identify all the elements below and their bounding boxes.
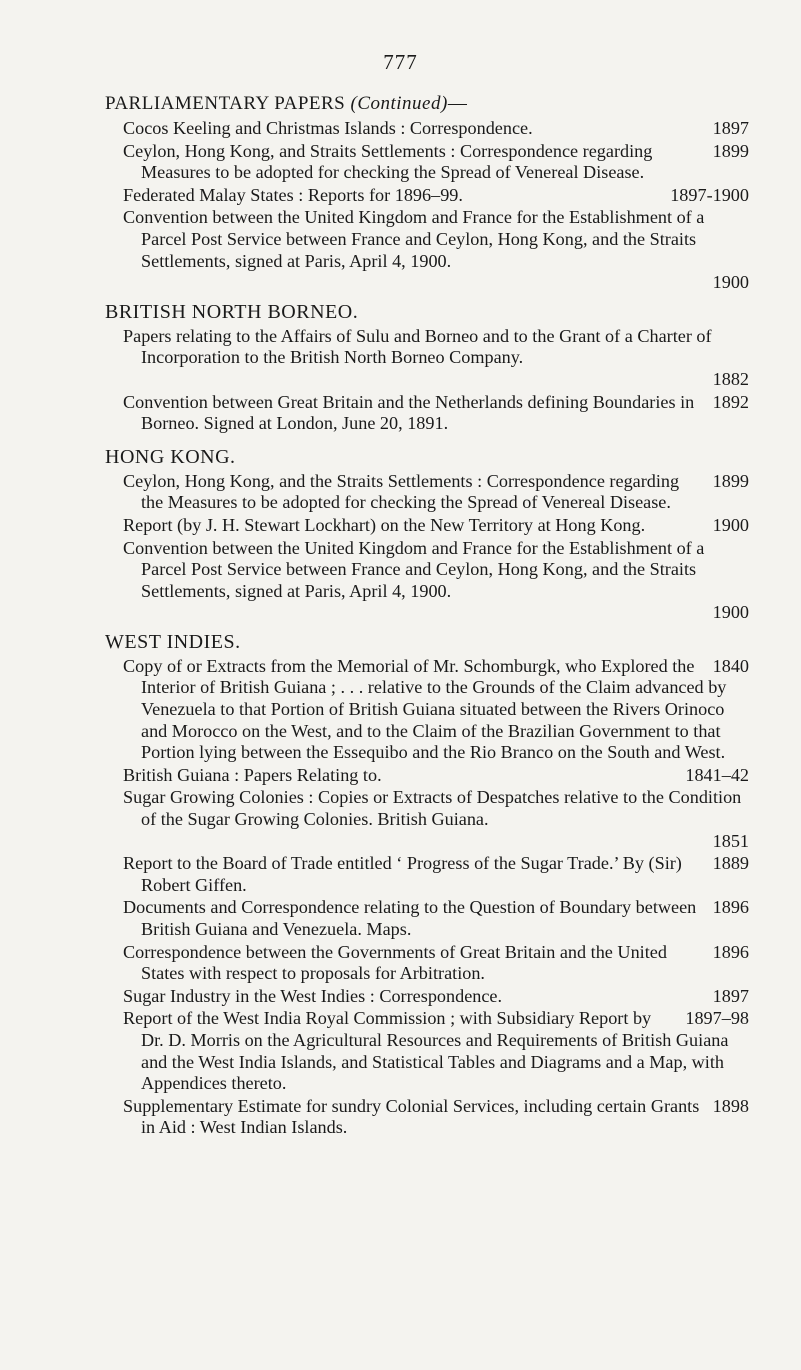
entry xyxy=(123,118,749,140)
entry-year: 1897 xyxy=(712,985,749,1006)
entry-year: 1896 xyxy=(712,941,749,962)
section-heading: WEST INDIES. xyxy=(105,630,241,653)
entry xyxy=(123,471,749,514)
entry xyxy=(123,1096,749,1139)
entry-text: British Guiana : Papers Relating to. xyxy=(123,764,382,785)
entry-text: Supplementary Estimate for sundry Colonial Services, including certain Grants in Aid : West Indian Islands. xyxy=(123,1095,700,1138)
entry xyxy=(123,515,749,537)
page-body xyxy=(105,90,749,1143)
entry xyxy=(123,207,749,293)
entry-text: Sugar Industry in the West Indies : Correspondence. xyxy=(123,985,503,1006)
entry-text: Federated Malay States : Reports for 1896–99. xyxy=(123,184,463,205)
entry-year: 1892 xyxy=(712,391,749,412)
entry-year: 1889 xyxy=(712,853,749,874)
entry-year: 1900 xyxy=(712,602,749,623)
entry xyxy=(123,765,749,787)
entry-year: 1851 xyxy=(712,830,749,851)
entry-year: 1899 xyxy=(712,140,749,161)
page-heading xyxy=(105,90,749,118)
entry-year: 1898 xyxy=(712,1095,749,1116)
entry-text: Ceylon, Hong Kong, and Straits Settlements : Correspondence regarding Measures to be adopted for checking the Spread of Venereal Disease. xyxy=(123,140,653,183)
entry xyxy=(123,897,749,940)
section-heading: HONG KONG. xyxy=(105,445,236,468)
section xyxy=(105,118,749,294)
entry-text: Report (by J. H. Stewart Lockhart) on the New Territory at Hong Kong. xyxy=(123,514,646,535)
entry-text: Papers relating to the Affairs of Sulu and Borneo and to the Grant of a Charter of Incorporation to the British North Borneo Company. xyxy=(123,325,712,368)
entry-text: Correspondence between the Governments of Great Britain and the United States with respect to proposals for Arbitration. xyxy=(123,941,667,984)
heading-continued: (Continued) xyxy=(350,93,448,114)
entry xyxy=(123,185,749,207)
entry-year: 1900 xyxy=(712,272,749,293)
section xyxy=(105,443,749,624)
entry-text: Cocos Keeling and Christmas Islands : Correspondence. xyxy=(123,118,533,138)
entry-text: Convention between the United Kingdom and France for the Establishment of a Parcel Post Service between France and Ceylon, Hong Kong, and the Straits Settlements, signed at Paris, April 4, 1900. xyxy=(123,537,705,601)
section xyxy=(105,628,749,1139)
entry xyxy=(123,656,749,764)
entry-text: Convention between the United Kingdom and France for the Establishment of a Parcel Post Service between France and Ceylon, Hong Kong, and the Straits Settlements, signed at Paris, April 4, 1900. xyxy=(123,207,705,271)
entry-year: 1899 xyxy=(712,470,749,491)
entry xyxy=(123,538,749,624)
entry-text: Sugar Growing Colonies : Copies or Extracts of Despatches relative to the Condition of the Sugar Growing Colonies. British Guiana. xyxy=(123,787,742,830)
entry-year: 1900 xyxy=(712,514,749,535)
entry xyxy=(123,141,749,184)
entry-year: 1896 xyxy=(712,897,749,918)
heading-dash: — xyxy=(447,93,468,114)
entry xyxy=(123,986,749,1008)
entry-text: Copy of or Extracts from the Memorial of Mr. Schomburgk, who Explored the Interior of British Guiana ; . . . relative to the Grounds of the Claim advanced by Venezuela to that Portion of British Guiana situated between the Rivers Orinoco and Morocco on the West, and to the Claim of the Brazilian Government to that Portion lying between the Essequibo and the Rio Branco on the South and West. xyxy=(123,655,727,763)
entry xyxy=(123,853,749,896)
entry xyxy=(123,942,749,985)
entry-year: 1841–42 xyxy=(685,764,749,785)
entry-text: Report to the Board of Trade entitled ‘ Progress of the Sugar Trade.’ By (Sir) Robert Giffen. xyxy=(123,853,682,895)
entry-text: Documents and Correspondence relating to the Question of Boundary between British Guiana and Venezuela. Maps. xyxy=(123,897,697,939)
entry-text: Report of the West India Royal Commission ; with Subsidiary Report by Dr. D. Morris on the Agricultural Resources and Requirements of British Guiana and the West India Islands, and Statistical Tables and Diagrams and a Map, with Appendices thereto. xyxy=(123,1008,729,1094)
heading-title: PARLIAMENTARY PAPERS xyxy=(105,93,346,114)
entry-year: 1882 xyxy=(712,368,749,389)
sections-list xyxy=(105,118,749,1139)
entry xyxy=(123,326,749,391)
entry-year: 1897–98 xyxy=(685,1008,749,1029)
entry-year: 1840 xyxy=(712,655,749,676)
page-number: 777 xyxy=(383,50,418,74)
section-heading: BRITISH NORTH BORNEO. xyxy=(105,300,359,323)
entry-text: Ceylon, Hong Kong, and the Straits Settlements : Correspondence regarding the Measures to be adopted for checking the Spread of Venereal Disease. xyxy=(123,470,680,513)
entry xyxy=(123,787,749,852)
entry-year: 1897-1900 xyxy=(670,184,749,205)
entry-year: 1897 xyxy=(712,118,749,138)
section xyxy=(105,298,749,435)
entry xyxy=(123,392,749,435)
entry xyxy=(123,1008,749,1094)
entry-text: Convention between Great Britain and the Netherlands defining Boundaries in Borneo. Signed at London, June 20, 1891. xyxy=(123,391,695,434)
